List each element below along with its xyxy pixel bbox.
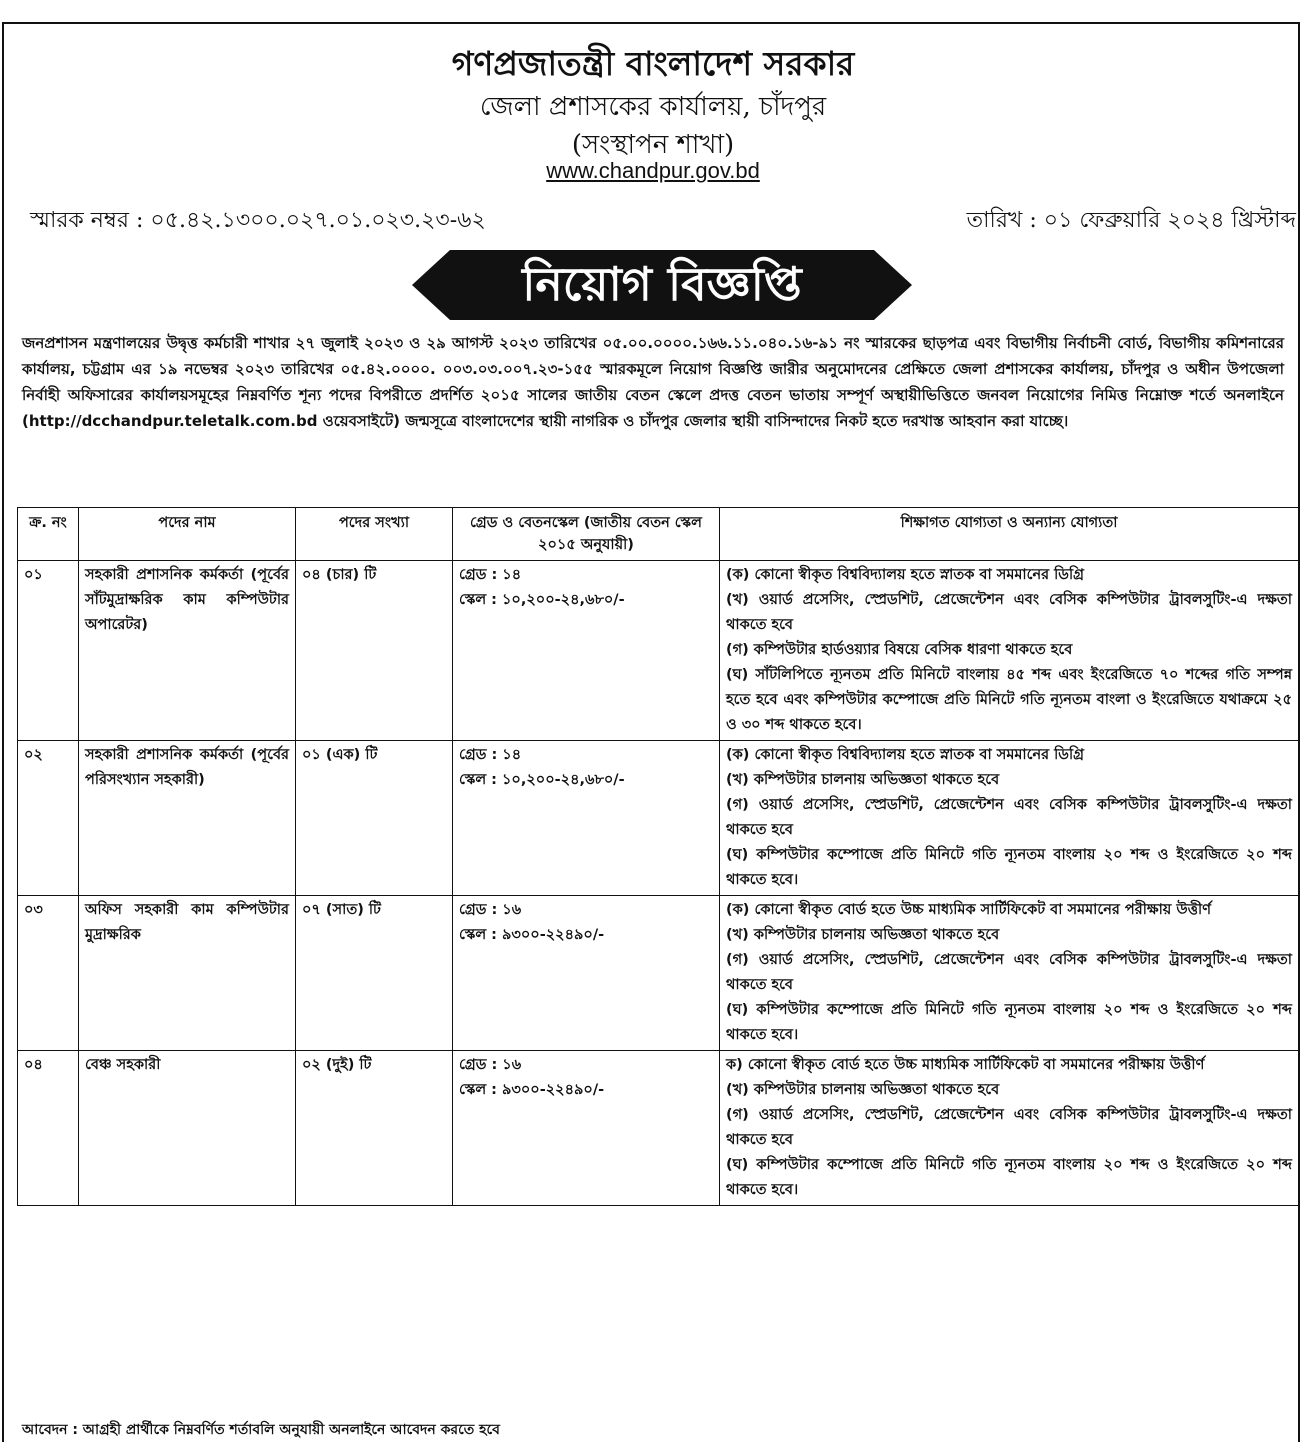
row-post-name: অফিস সহকারী কাম কম্পিউটার মুদ্রাক্ষরিক (79, 896, 296, 1051)
row-grade: গ্রেড : ১৬ (459, 1057, 522, 1073)
banner-title: নিয়োগ বিজ্ঞপ্তি (522, 257, 802, 311)
memo-date: তারিখ : ০১ ফেব্রুয়ারি ২০২৪ খ্রিস্টাব্দ (966, 208, 1296, 233)
row-post-name: বেঞ্চ সহকারী (79, 1051, 296, 1206)
qualification-item: (ক) কোনো স্বীকৃত বোর্ড হতে উচ্চ মাধ্যমিক সার্টিফিকেট বা সমমানের পরীক্ষায় উত্তীর্ণ (726, 902, 1211, 918)
row-grade-scale (453, 741, 720, 896)
header-grade-scale: গ্রেড ও বেতনস্কেল (জাতীয় বেতন স্কেল ২০১৫ অনুযায়ী) (453, 508, 720, 561)
table-row (18, 741, 1299, 896)
row-scale: স্কেল : ১০,২০০-২৪,৬৮০/- (459, 772, 625, 788)
table-row (18, 1051, 1299, 1206)
row-grade-scale (453, 896, 720, 1051)
row-serial: ০১ (18, 561, 79, 741)
vacancy-table (17, 507, 1299, 1206)
header-qualifications: শিক্ষাগত যোগ্যতা ও অন্যান্য যোগ্যতা (720, 508, 1299, 561)
row-post-count: ০১ (এক) টি (296, 741, 453, 896)
table-row (18, 561, 1299, 741)
row-scale: স্কেল : ৯৩০০-২২৪৯০/- (459, 927, 605, 943)
header-serial: ক্র. নং (18, 508, 79, 561)
qualification-item: (ঘ) কম্পিউটার কম্পোজে প্রতি মিনিটে গতি ন্যূনতম বাংলায় ২০ শব্দ ও ইংরেজিতে ২০ শব্দ থাকতে হবে। (726, 1157, 1292, 1198)
row-post-name: সহকারী প্রশাসনিক কর্মকর্তা (পূর্বের পরিসংখ্যান সহকারী) (79, 741, 296, 896)
row-scale: স্কেল : ৯৩০০-২২৪৯০/- (459, 1082, 605, 1098)
intro-paragraph: জনপ্রশাসন মন্ত্রণালয়ের উদ্বৃত্ত কর্মচারী শাখার ২৭ জুলাই ২০২৩ ও ২৯ আগস্ট ২০২৩ তারিখের ০৫.০০.০০০০.১৬৬.১১.০৪০.১৬-৯১ নং স্মারকের ছাড়পত্র এবং বিভাগীয় নির্বাচনী বোর্ড, বিভাগীয় কমিশনারের কার্যালয়, চট্টগ্রাম এর ১৯ নভেম্বর ২০২৩ তারিখের ০৫.৪২.০০০০. ০০৩.০৩.০০৭.২৩-১৫৫ স্মারকমূলে নিয়োগ বিজ্ঞপ্তি জারীর অনুমোদনের প্রেক্ষিতে জেলা প্রশাসকের কার্যালয়, চাঁদপুর ও অধীন উপজেলা নির্বাহী অফিসারের কার্যালয়সমূহের নিম্নবর্ণিত শূন্য পদের বিপরীতে প্রদর্শিত ২০১৫ সালের জাতীয় বেতন স্কেলে প্রদত্ত বেতন ভাতায় সম্পূর্ণ অস্থায়ীভিত্তিতে জনবল নিয়োগের নিমিত্ত নিম্নোক্ত শর্তে অনলাইনে (http://dcchandpur.teletalk.com.bd ওয়েবসাইটে) জন্মসূত্রে বাংলাদেশের স্থায়ী নাগরিক ও চাঁদপুর জেলার স্থায়ী বাসিন্দাদের নিকট হতে দরখাস্ত আহবান করা যাচ্ছে। (22, 334, 1284, 430)
qualification-item: (গ) ওয়ার্ড প্রসেসিং, স্প্রেডশিট, প্রেজেন্টেশন এবং বেসিক কম্পিউটার ট্রাবলসুটিং-এ দক্ষতা থাকতে হবে (726, 797, 1292, 838)
header-post-name: পদের নাম (79, 508, 296, 561)
row-qualifications (720, 1051, 1299, 1206)
qualification-item: (ক) কোনো স্বীকৃত বিশ্ববিদ্যালয় হতে স্নাতক বা সমমানের ডিগ্রি (726, 747, 1084, 763)
row-serial: ০৪ (18, 1051, 79, 1206)
row-serial: ০৩ (18, 896, 79, 1051)
row-post-count: ০৪ (চার) টি (296, 561, 453, 741)
table-header-row (18, 508, 1299, 561)
row-qualifications (720, 561, 1299, 741)
qualification-item: (ঘ) কম্পিউটার কম্পোজে প্রতি মিনিটে গতি ন্যূনতম বাংলায় ২০ শব্দ ও ইংরেজিতে ২০ শব্দ থাকতে হবে। (726, 1002, 1292, 1043)
table-row (18, 896, 1299, 1051)
row-grade: গ্রেড : ১৪ (459, 747, 522, 763)
qualification-item: (ঘ) কম্পিউটার কম্পোজে প্রতি মিনিটে গতি ন্যূনতম বাংলায় ২০ শব্দ ও ইংরেজিতে ২০ শব্দ থাকতে হবে। (726, 847, 1292, 888)
qualification-item: (গ) ওয়ার্ড প্রসেসিং, স্প্রেডশিট, প্রেজেন্টেশন এবং বেসিক কম্পিউটার ট্রাবলসুটিং-এ দক্ষতা থাকতে হবে (726, 1107, 1292, 1148)
row-grade-scale (453, 561, 720, 741)
row-qualifications (720, 741, 1299, 896)
qualification-item: (খ) কম্পিউটার চালনায় অভিজ্ঞতা থাকতে হবে (726, 772, 1000, 788)
row-post-name: সহকারী প্রশাসনিক কর্মকর্তা (পূর্বের সাঁটমুদ্রাক্ষরিক কাম কম্পিউটার অপারেটর) (79, 561, 296, 741)
qualification-item: ক) কোনো স্বীকৃত বোর্ড হতে উচ্চ মাধ্যমিক সার্টিফিকেট বা সমমানের পরীক্ষায় উত্তীর্ণ (726, 1057, 1205, 1073)
qualification-item: (গ) ওয়ার্ড প্রসেসিং, স্প্রেডশিট, প্রেজেন্টেশন এবং বেসিক কম্পিউটার ট্রাবলসুটিং-এ দক্ষতা থাকতে হবে (726, 952, 1292, 993)
office-name: জেলা প্রশাসকের কার্যালয়, চাঁদপুর (479, 92, 827, 122)
row-post-count: ০৭ (সাত) টি (296, 896, 453, 1051)
government-title: গণপ্রজাতন্ত্রী বাংলাদেশ সরকার (451, 44, 855, 83)
row-scale: স্কেল : ১০,২০০-২৪,৬৮০/- (459, 592, 625, 608)
memo-number: স্মারক নম্বর : ০৫.৪২.১৩০০.০২৭.০১.০২৩.২৩-৬২ (30, 208, 486, 233)
row-grade: গ্রেড : ১৬ (459, 902, 522, 918)
qualification-item: (খ) ওয়ার্ড প্রসেসিং, স্প্রেডশিট, প্রেজেন্টেশন এবং বেসিক কম্পিউটার ট্রাবলসুটিং-এ দক্ষতা থাকতে হবে (726, 592, 1292, 633)
row-qualifications (720, 896, 1299, 1051)
qualification-item: (ঘ) সাঁটলিপিতে ন্যূনতম প্রতি মিনিটে বাংলায় ৪৫ শব্দ এবং ইংরেজিতে ৭০ শব্দের গতি সম্পন্ন হতে হবে এবং কম্পিউটার কম্পোজে প্রতি মিনিটে গতি ন্যূনতম বাংলা ও ইংরেজিতে যথাক্রমে ২৫ ও ৩০ শব্দ থাকতে হবে। (726, 667, 1292, 733)
website-link[interactable]: www.chandpur.gov.bd (546, 158, 760, 183)
branch-name: (সংস্থাপন শাখা) (571, 130, 735, 160)
qualification-item: (খ) কম্পিউটার চালনায় অভিজ্ঞতা থাকতে হবে (726, 1082, 1000, 1098)
header-post-count: পদের সংখ্যা (296, 508, 453, 561)
row-post-count: ০২ (দুই) টি (296, 1051, 453, 1206)
qualification-item: (গ) কম্পিউটার হার্ডওয়্যার বিষয়ে বেসিক ধারণা থাকতে হবে (726, 642, 1073, 658)
footer-note: আবেদন : আগ্রহী প্রার্থীকে নিম্নবর্ণিত শর্তাবলি অনুযায়ী অনলাইনে আবেদন করতে হবে (22, 1422, 500, 1438)
row-serial: ০২ (18, 741, 79, 896)
row-grade-scale (453, 1051, 720, 1206)
qualification-item: (খ) কম্পিউটার চালনায় অভিজ্ঞতা থাকতে হবে (726, 927, 1000, 943)
row-grade: গ্রেড : ১৪ (459, 567, 522, 583)
qualification-item: (ক) কোনো স্বীকৃত বিশ্ববিদ্যালয় হতে স্নাতক বা সমমানের ডিগ্রি (726, 567, 1084, 583)
